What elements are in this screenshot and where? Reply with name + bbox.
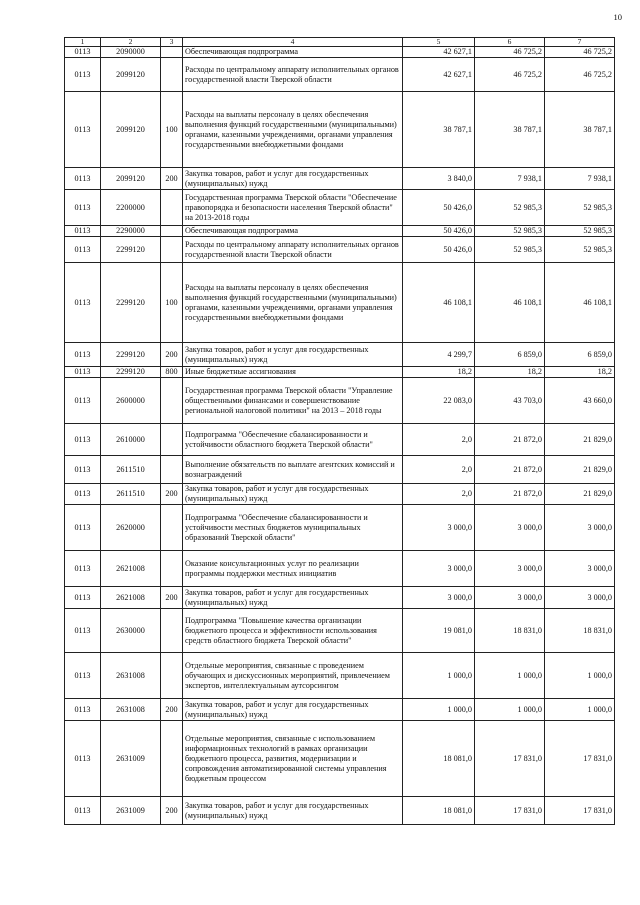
section-code-cell: 0113	[65, 226, 101, 237]
amount-cell-col7: 18 831,0	[545, 609, 615, 653]
item-name-cell: Отдельные мероприятия, связанные с использованием информационных технологий в рамках организации бюджетного процесса, развития, модернизации и сопровождения автоматизированной системы управления бюджетным процессом	[183, 721, 403, 797]
amount-cell-col5: 1 000,0	[403, 653, 475, 699]
amount-cell-col5: 3 000,0	[403, 505, 475, 551]
amount-cell-col6: 3 000,0	[475, 587, 545, 609]
amount-cell-col7: 21 829,0	[545, 456, 615, 484]
amount-cell-col5: 18,2	[403, 367, 475, 378]
section-code-cell: 0113	[65, 378, 101, 424]
table-row	[65, 456, 615, 484]
amount-cell-col6: 21 872,0	[475, 424, 545, 456]
item-name-cell: Обеспечивающая подпрограмма	[183, 226, 403, 237]
amount-cell-col5: 2,0	[403, 484, 475, 505]
item-name-cell: Подпрограмма "Повышение качества организации бюджетного процесса и эффективности использования средств областного бюджета Тверской области"	[183, 609, 403, 653]
expense-type-cell	[161, 47, 183, 58]
page-number: 10	[613, 12, 622, 22]
amount-cell-col6: 38 787,1	[475, 92, 545, 168]
amount-cell-col7: 7 938,1	[545, 168, 615, 190]
amount-cell-col5: 38 787,1	[403, 92, 475, 168]
section-code-cell: 0113	[65, 263, 101, 343]
expense-type-cell	[161, 456, 183, 484]
target-article-cell: 2620000	[101, 505, 161, 551]
amount-cell-col7: 17 831,0	[545, 797, 615, 825]
amount-cell-col5: 42 627,1	[403, 58, 475, 92]
section-code-cell: 0113	[65, 367, 101, 378]
target-article-cell: 2299120	[101, 367, 161, 378]
target-article-cell: 2099120	[101, 92, 161, 168]
expense-type-cell: 200	[161, 699, 183, 721]
amount-cell-col5: 1 000,0	[403, 699, 475, 721]
amount-cell-col5: 18 081,0	[403, 797, 475, 825]
item-name-cell: Закупка товаров, работ и услуг для государственных (муниципальных) нужд	[183, 699, 403, 721]
table-row	[65, 343, 615, 367]
item-name-cell: Расходы по центральному аппарату исполнительных органов государственной власти Тверской области	[183, 237, 403, 263]
amount-cell-col5: 19 081,0	[403, 609, 475, 653]
amount-cell-col6: 43 703,0	[475, 378, 545, 424]
section-code-cell: 0113	[65, 653, 101, 699]
table-row	[65, 505, 615, 551]
amount-cell-col7: 43 660,0	[545, 378, 615, 424]
column-number-row	[65, 38, 615, 47]
item-name-cell: Подпрограмма "Обеспечение сбалансированности и устойчивости местных бюджетов муниципальных образований Тверской области"	[183, 505, 403, 551]
item-name-cell: Закупка товаров, работ и услуг для государственных (муниципальных) нужд	[183, 587, 403, 609]
amount-cell-col5: 2,0	[403, 424, 475, 456]
section-code-cell: 0113	[65, 721, 101, 797]
section-code-cell: 0113	[65, 424, 101, 456]
expense-type-cell: 200	[161, 484, 183, 505]
table-row	[65, 699, 615, 721]
section-code-cell: 0113	[65, 699, 101, 721]
table-row	[65, 190, 615, 226]
amount-cell-col5: 3 000,0	[403, 587, 475, 609]
amount-cell-col6: 7 938,1	[475, 168, 545, 190]
amount-cell-col5: 3 840,0	[403, 168, 475, 190]
amount-cell-col7: 3 000,0	[545, 505, 615, 551]
amount-cell-col5: 4 299,7	[403, 343, 475, 367]
column-header: 2	[101, 38, 161, 47]
expense-type-cell: 100	[161, 92, 183, 168]
column-header: 5	[403, 38, 475, 47]
section-code-cell: 0113	[65, 551, 101, 587]
expense-type-cell	[161, 424, 183, 456]
expense-type-cell	[161, 505, 183, 551]
target-article-cell: 2200000	[101, 190, 161, 226]
amount-cell-col6: 52 985,3	[475, 226, 545, 237]
amount-cell-col7: 6 859,0	[545, 343, 615, 367]
amount-cell-col7: 3 000,0	[545, 551, 615, 587]
amount-cell-col5: 46 108,1	[403, 263, 475, 343]
section-code-cell: 0113	[65, 609, 101, 653]
item-name-cell: Государственная программа Тверской области "Обеспечение правопорядка и безопасности населения Тверской области" на 2013-2018 годы	[183, 190, 403, 226]
item-name-cell: Оказание консультационных услуг по реализации программы поддержки местных инициатив	[183, 551, 403, 587]
table-row	[65, 226, 615, 237]
target-article-cell: 2610000	[101, 424, 161, 456]
expense-type-cell	[161, 653, 183, 699]
item-name-cell: Закупка товаров, работ и услуг для государственных (муниципальных) нужд	[183, 484, 403, 505]
section-code-cell: 0113	[65, 484, 101, 505]
expense-type-cell	[161, 609, 183, 653]
target-article-cell: 2099120	[101, 168, 161, 190]
expense-type-cell	[161, 551, 183, 587]
table-row	[65, 168, 615, 190]
amount-cell-col6: 17 831,0	[475, 721, 545, 797]
target-article-cell: 2099120	[101, 58, 161, 92]
target-article-cell: 2631008	[101, 699, 161, 721]
item-name-cell: Подпрограмма "Обеспечение сбалансированности и устойчивости областного бюджета Тверской области"	[183, 424, 403, 456]
amount-cell-col6: 46 725,2	[475, 47, 545, 58]
table-row	[65, 484, 615, 505]
amount-cell-col6: 52 985,3	[475, 190, 545, 226]
table-row	[65, 58, 615, 92]
target-article-cell: 2621008	[101, 551, 161, 587]
section-code-cell: 0113	[65, 505, 101, 551]
section-code-cell: 0113	[65, 343, 101, 367]
target-article-cell: 2621008	[101, 587, 161, 609]
target-article-cell: 2299120	[101, 263, 161, 343]
amount-cell-col7: 46 725,2	[545, 58, 615, 92]
section-code-cell: 0113	[65, 168, 101, 190]
amount-cell-col6: 52 985,3	[475, 237, 545, 263]
amount-cell-col5: 22 083,0	[403, 378, 475, 424]
item-name-cell: Закупка товаров, работ и услуг для государственных (муниципальных) нужд	[183, 797, 403, 825]
amount-cell-col6: 21 872,0	[475, 484, 545, 505]
table-row	[65, 378, 615, 424]
amount-cell-col7: 38 787,1	[545, 92, 615, 168]
item-name-cell: Расходы на выплаты персоналу в целях обеспечения выполнения функций государственными (муниципальными) органами, казенными учреждениями, органами управления государственными внебюджетными фондами	[183, 92, 403, 168]
item-name-cell: Выполнение обязательств по выплате агентских комиссий и вознаграждений	[183, 456, 403, 484]
amount-cell-col7: 46 725,2	[545, 47, 615, 58]
item-name-cell: Государственная программа Тверской области "Управление общественными финансами и совершенствование региональной налоговой политики" на 2013 – 2018 годы	[183, 378, 403, 424]
table-row	[65, 92, 615, 168]
section-code-cell: 0113	[65, 456, 101, 484]
amount-cell-col7: 1 000,0	[545, 699, 615, 721]
expense-type-cell	[161, 190, 183, 226]
amount-cell-col6: 6 859,0	[475, 343, 545, 367]
table-row	[65, 263, 615, 343]
amount-cell-col5: 2,0	[403, 456, 475, 484]
amount-cell-col7: 21 829,0	[545, 424, 615, 456]
section-code-cell: 0113	[65, 237, 101, 263]
table-row	[65, 424, 615, 456]
amount-cell-col7: 52 985,3	[545, 226, 615, 237]
table-row	[65, 587, 615, 609]
expense-type-cell	[161, 378, 183, 424]
table-row	[65, 653, 615, 699]
item-name-cell: Закупка товаров, работ и услуг для государственных (муниципальных) нужд	[183, 168, 403, 190]
target-article-cell: 2299120	[101, 343, 161, 367]
amount-cell-col7: 3 000,0	[545, 587, 615, 609]
amount-cell-col7: 17 831,0	[545, 721, 615, 797]
amount-cell-col6: 46 725,2	[475, 58, 545, 92]
amount-cell-col7: 21 829,0	[545, 484, 615, 505]
table-row	[65, 797, 615, 825]
expense-type-cell	[161, 58, 183, 92]
item-name-cell: Расходы по центральному аппарату исполнительных органов государственной власти Тверской области	[183, 58, 403, 92]
amount-cell-col6: 3 000,0	[475, 551, 545, 587]
amount-cell-col7: 52 985,3	[545, 190, 615, 226]
expense-type-cell: 200	[161, 168, 183, 190]
amount-cell-col6: 46 108,1	[475, 263, 545, 343]
amount-cell-col7: 1 000,0	[545, 653, 615, 699]
table-row	[65, 47, 615, 58]
table-row	[65, 609, 615, 653]
amount-cell-col6: 18 831,0	[475, 609, 545, 653]
amount-cell-col7: 18,2	[545, 367, 615, 378]
amount-cell-col7: 52 985,3	[545, 237, 615, 263]
amount-cell-col5: 50 426,0	[403, 237, 475, 263]
section-code-cell: 0113	[65, 190, 101, 226]
section-code-cell: 0113	[65, 587, 101, 609]
expense-type-cell	[161, 237, 183, 263]
table-row	[65, 237, 615, 263]
column-header: 4	[183, 38, 403, 47]
amount-cell-col5: 3 000,0	[403, 551, 475, 587]
section-code-cell: 0113	[65, 47, 101, 58]
section-code-cell: 0113	[65, 92, 101, 168]
amount-cell-col6: 17 831,0	[475, 797, 545, 825]
item-name-cell: Закупка товаров, работ и услуг для государственных (муниципальных) нужд	[183, 343, 403, 367]
item-name-cell: Расходы на выплаты персоналу в целях обеспечения выполнения функций государственными (муниципальными) органами, казенными учреждениями, органами управления государственными внебюджетными фондами	[183, 263, 403, 343]
expense-type-cell	[161, 226, 183, 237]
table-row	[65, 551, 615, 587]
expense-type-cell: 100	[161, 263, 183, 343]
amount-cell-col5: 50 426,0	[403, 190, 475, 226]
amount-cell-col6: 1 000,0	[475, 699, 545, 721]
target-article-cell: 2299120	[101, 237, 161, 263]
target-article-cell: 2631008	[101, 653, 161, 699]
table-row	[65, 721, 615, 797]
amount-cell-col6: 18,2	[475, 367, 545, 378]
target-article-cell: 2611510	[101, 484, 161, 505]
target-article-cell: 2630000	[101, 609, 161, 653]
expense-type-cell: 200	[161, 797, 183, 825]
amount-cell-col6: 3 000,0	[475, 505, 545, 551]
amount-cell-col6: 1 000,0	[475, 653, 545, 699]
target-article-cell: 2600000	[101, 378, 161, 424]
expense-type-cell	[161, 721, 183, 797]
expense-type-cell: 200	[161, 343, 183, 367]
amount-cell-col7: 46 108,1	[545, 263, 615, 343]
table-row	[65, 367, 615, 378]
item-name-cell: Иные бюджетные ассигнования	[183, 367, 403, 378]
target-article-cell: 2631009	[101, 721, 161, 797]
column-header: 1	[65, 38, 101, 47]
target-article-cell: 2090000	[101, 47, 161, 58]
target-article-cell: 2290000	[101, 226, 161, 237]
column-header: 7	[545, 38, 615, 47]
amount-cell-col6: 21 872,0	[475, 456, 545, 484]
target-article-cell: 2611510	[101, 456, 161, 484]
item-name-cell: Отдельные мероприятия, связанные с проведением обучающих и дискуссионных мероприятий, привлечением экспертов, интеллектуальным аутсорсингом	[183, 653, 403, 699]
amount-cell-col5: 42 627,1	[403, 47, 475, 58]
column-header: 6	[475, 38, 545, 47]
expense-type-cell: 800	[161, 367, 183, 378]
target-article-cell: 2631009	[101, 797, 161, 825]
section-code-cell: 0113	[65, 797, 101, 825]
budget-table	[64, 37, 615, 825]
column-header: 3	[161, 38, 183, 47]
item-name-cell: Обеспечивающая подпрограмма	[183, 47, 403, 58]
section-code-cell: 0113	[65, 58, 101, 92]
amount-cell-col5: 50 426,0	[403, 226, 475, 237]
amount-cell-col5: 18 081,0	[403, 721, 475, 797]
expense-type-cell: 200	[161, 587, 183, 609]
